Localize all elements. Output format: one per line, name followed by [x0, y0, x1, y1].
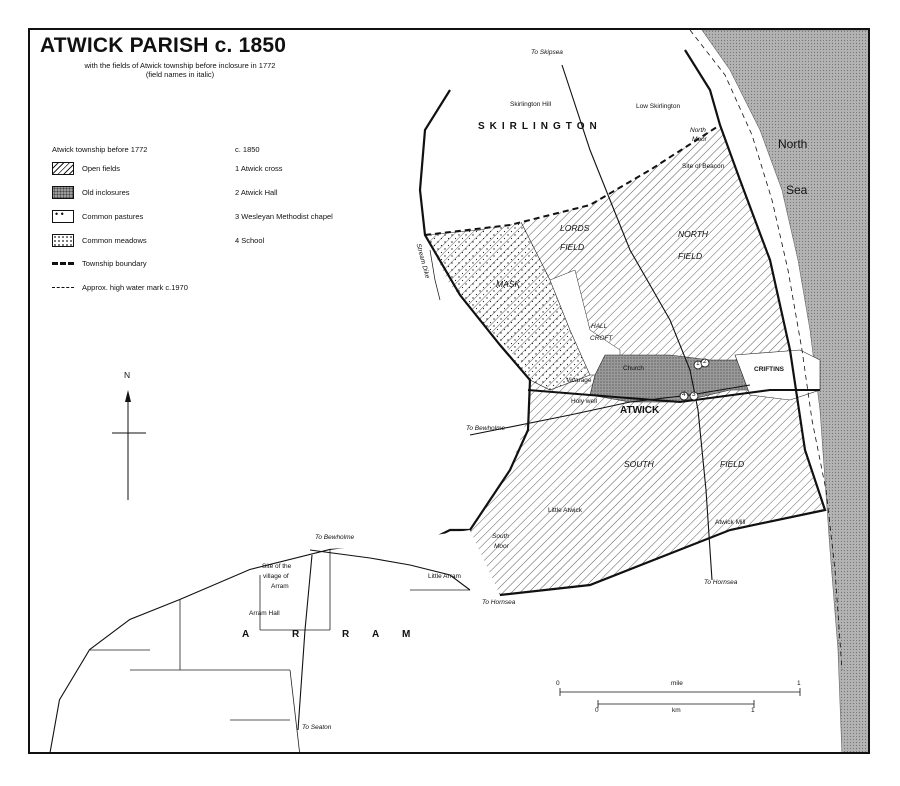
scale-km-1: 1 [751, 707, 755, 714]
common-pastures-swatch [52, 210, 74, 223]
place-arram-hall: Arram Hall [249, 610, 280, 617]
place-to-seaton: To Seaton [302, 724, 332, 731]
compass-n: N [124, 370, 131, 380]
map-subtitle: with the fields of Atwick township before inclosure in 1772 (field names in italic) [84, 61, 276, 79]
legend-num-4: 4 School [235, 236, 265, 245]
place-stream-dike: Stream Dike [414, 242, 431, 280]
legend-heading-left: Atwick township before 1772 [52, 145, 148, 154]
scale-mile-0: 0 [556, 680, 560, 687]
place-to-bewholme-2: To Bewholme [315, 534, 355, 541]
field-north-1: NORTH [678, 229, 709, 239]
place-atwick-mill: Atwick Mill [715, 519, 746, 526]
north-moor-2: Moor [692, 136, 707, 143]
field-lords-1: LORDS [560, 223, 590, 233]
township-boundary-line [52, 262, 74, 265]
field-lords-2: FIELD [560, 242, 585, 252]
south-moor-1: South [492, 533, 509, 540]
legend-common-meadows: Common meadows [52, 232, 147, 248]
place-site-village-3: Arram [271, 583, 289, 590]
open-fields-swatch [52, 162, 74, 175]
scale-mile-1: 1 [797, 680, 801, 687]
place-vicarage: Vicarage [566, 377, 592, 384]
marker-4: 4 [682, 391, 686, 398]
township-skirlington: SKIRLINGTON [478, 121, 602, 132]
legend-township-boundary: Township boundary [52, 255, 147, 271]
old-inclosures-swatch [52, 186, 74, 199]
common-meadows-swatch [52, 234, 74, 247]
field-criftins: CRIFTINS [754, 366, 784, 373]
legend-open-fields: Open fields [52, 160, 120, 176]
sea-label-1: North [778, 137, 808, 151]
field-south-2: FIELD [720, 459, 745, 469]
scale-km-0: 0 [595, 707, 599, 714]
field-hallcroft-2: CROFT [590, 335, 613, 342]
legend-num-2: 2 Atwick Hall [235, 188, 278, 197]
high-water-line [52, 287, 74, 288]
scale-mile-label: mile [671, 680, 683, 687]
place-skirlington-hill: Skirlington Hill [510, 101, 552, 108]
place-holy-well: Holy well [571, 398, 598, 405]
place-low-skirlington: Low Skirlington [636, 103, 681, 110]
legend-num-3: 3 Wesleyan Methodist chapel [235, 212, 333, 221]
field-south-1: SOUTH [624, 459, 654, 469]
scale-km-label: km [672, 707, 681, 714]
map-frame [28, 28, 870, 754]
legend-old-inclosures: Old inclosures [52, 184, 130, 200]
compass-arrow [125, 390, 131, 402]
arram-letter-m: M [402, 629, 411, 640]
place-little-atwick: Little Atwick [548, 507, 582, 514]
marker-3: 3 [692, 391, 696, 398]
sea-label-2: Sea [786, 183, 808, 197]
marker-1: 1 [696, 360, 700, 367]
north-moor-1: North [690, 127, 706, 134]
map-canvas [30, 30, 870, 754]
arram-letter-r2: R [342, 629, 350, 640]
south-moor-2: Moor [494, 543, 509, 550]
place-site-of-beacon: Site of Beacon [682, 163, 725, 170]
arram-letter-a1: A [242, 629, 250, 640]
arram-letter-r1: R [292, 629, 300, 640]
place-to-hornsea-1: To Hornsea [704, 579, 738, 586]
map-title: ATWICK PARISH c. 1850 [40, 34, 287, 57]
field-north-2: FIELD [678, 251, 703, 261]
legend-num-1: 1 Atwick cross [235, 164, 283, 173]
marker-2: 2 [703, 358, 707, 365]
place-little-arram: Little Arram [428, 573, 461, 580]
field-mask: MASK [496, 279, 521, 289]
legend-heading-right: c. 1850 [235, 145, 260, 154]
place-site-village-2: village of [263, 573, 289, 580]
arram-letter-a2: A [372, 629, 380, 640]
place-church: Church [623, 365, 644, 372]
place-to-skipsea: To Skipsea [531, 49, 563, 56]
legend-high-water: Approx. high water mark c.1970 [52, 279, 188, 295]
field-hallcroft-1: HALL [591, 323, 608, 330]
place-site-village-1: Site of the [262, 563, 292, 570]
place-to-bewholme-1: To Bewholme [466, 425, 506, 432]
township-atwick: ATWICK [620, 405, 660, 416]
legend-common-pastures: • • Common pastures [52, 208, 143, 224]
place-to-hornsea-2: To Hornsea [482, 599, 516, 606]
